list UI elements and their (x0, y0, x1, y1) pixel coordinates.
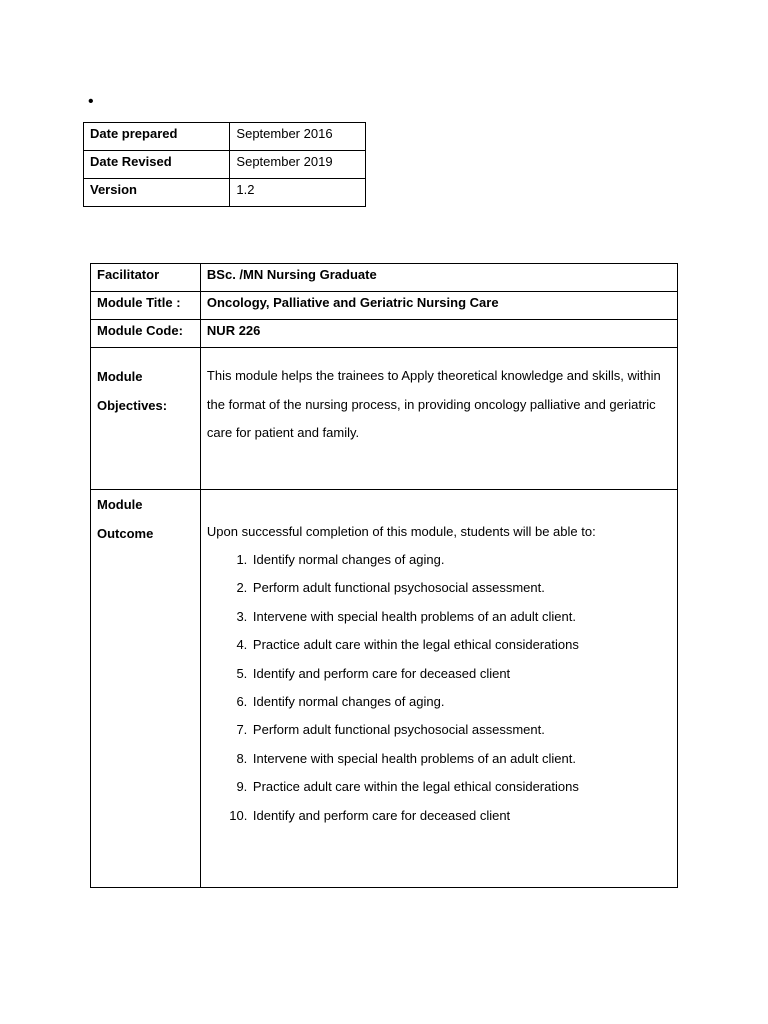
outcome-label-line-1: Module (97, 497, 143, 512)
module-title-value: Oncology, Palliative and Geriatric Nursing Care (200, 292, 677, 320)
list-item: 8. Intervene with special health problems of an adult client. (251, 745, 671, 773)
list-item: 6. Identify normal changes of aging. (251, 688, 671, 716)
list-item: 9. Practice adult care within the legal ethical considerations (251, 773, 671, 801)
module-objectives-text: This module helps the trainees to Apply theoretical knowledge and skills, within the format of the nursing process, in providing oncology palliative and geriatric care for patient and family. (200, 348, 677, 490)
module-objectives-label (91, 348, 201, 490)
module-title-label: Module Title : (91, 292, 201, 320)
table-row (84, 179, 366, 207)
module-outcome-label (91, 490, 201, 888)
module-outcome-content (200, 490, 677, 888)
outcome-intro: Upon successful completion of this module, students will be able to: (206, 524, 596, 539)
date-prepared-value: September 2016 (230, 123, 366, 151)
table-row (91, 490, 678, 888)
module-info-table (90, 263, 678, 888)
document-meta-table (83, 122, 366, 207)
facilitator-label: Facilitator (91, 264, 201, 292)
bullet-point: • (88, 93, 94, 110)
outcome-label-line-2: Outcome (97, 526, 154, 541)
table-row (84, 151, 366, 179)
outcome-list (207, 546, 671, 830)
list-item: 1. Identify normal changes of aging. (251, 546, 671, 574)
date-revised-label: Date Revised (84, 151, 230, 179)
module-code-value: NUR 226 (200, 320, 677, 348)
table-row (91, 292, 678, 320)
list-item: 5. Identify and perform care for deceased client (251, 660, 671, 688)
table-row (91, 320, 678, 348)
table-row (84, 123, 366, 151)
list-item: 3. Intervene with special health problems of an adult client. (251, 603, 671, 631)
objectives-label-line-1: Module (97, 369, 143, 384)
module-code-label: Module Code: (91, 320, 201, 348)
facilitator-value: BSc. /MN Nursing Graduate (200, 264, 677, 292)
list-item: 7. Perform adult functional psychosocial assessment. (251, 716, 671, 744)
date-prepared-label: Date prepared (84, 123, 230, 151)
version-label: Version (84, 179, 230, 207)
version-value: 1.2 (230, 179, 366, 207)
list-item: 10. Identify and perform care for deceased client (251, 802, 671, 830)
objectives-label-line-2: Objectives: (97, 398, 168, 413)
table-row (91, 264, 678, 292)
list-item: 2. Perform adult functional psychosocial assessment. (251, 574, 671, 602)
date-revised-value: September 2019 (230, 151, 366, 179)
table-row (91, 348, 678, 490)
list-item: 4. Practice adult care within the legal ethical considerations (251, 631, 671, 659)
